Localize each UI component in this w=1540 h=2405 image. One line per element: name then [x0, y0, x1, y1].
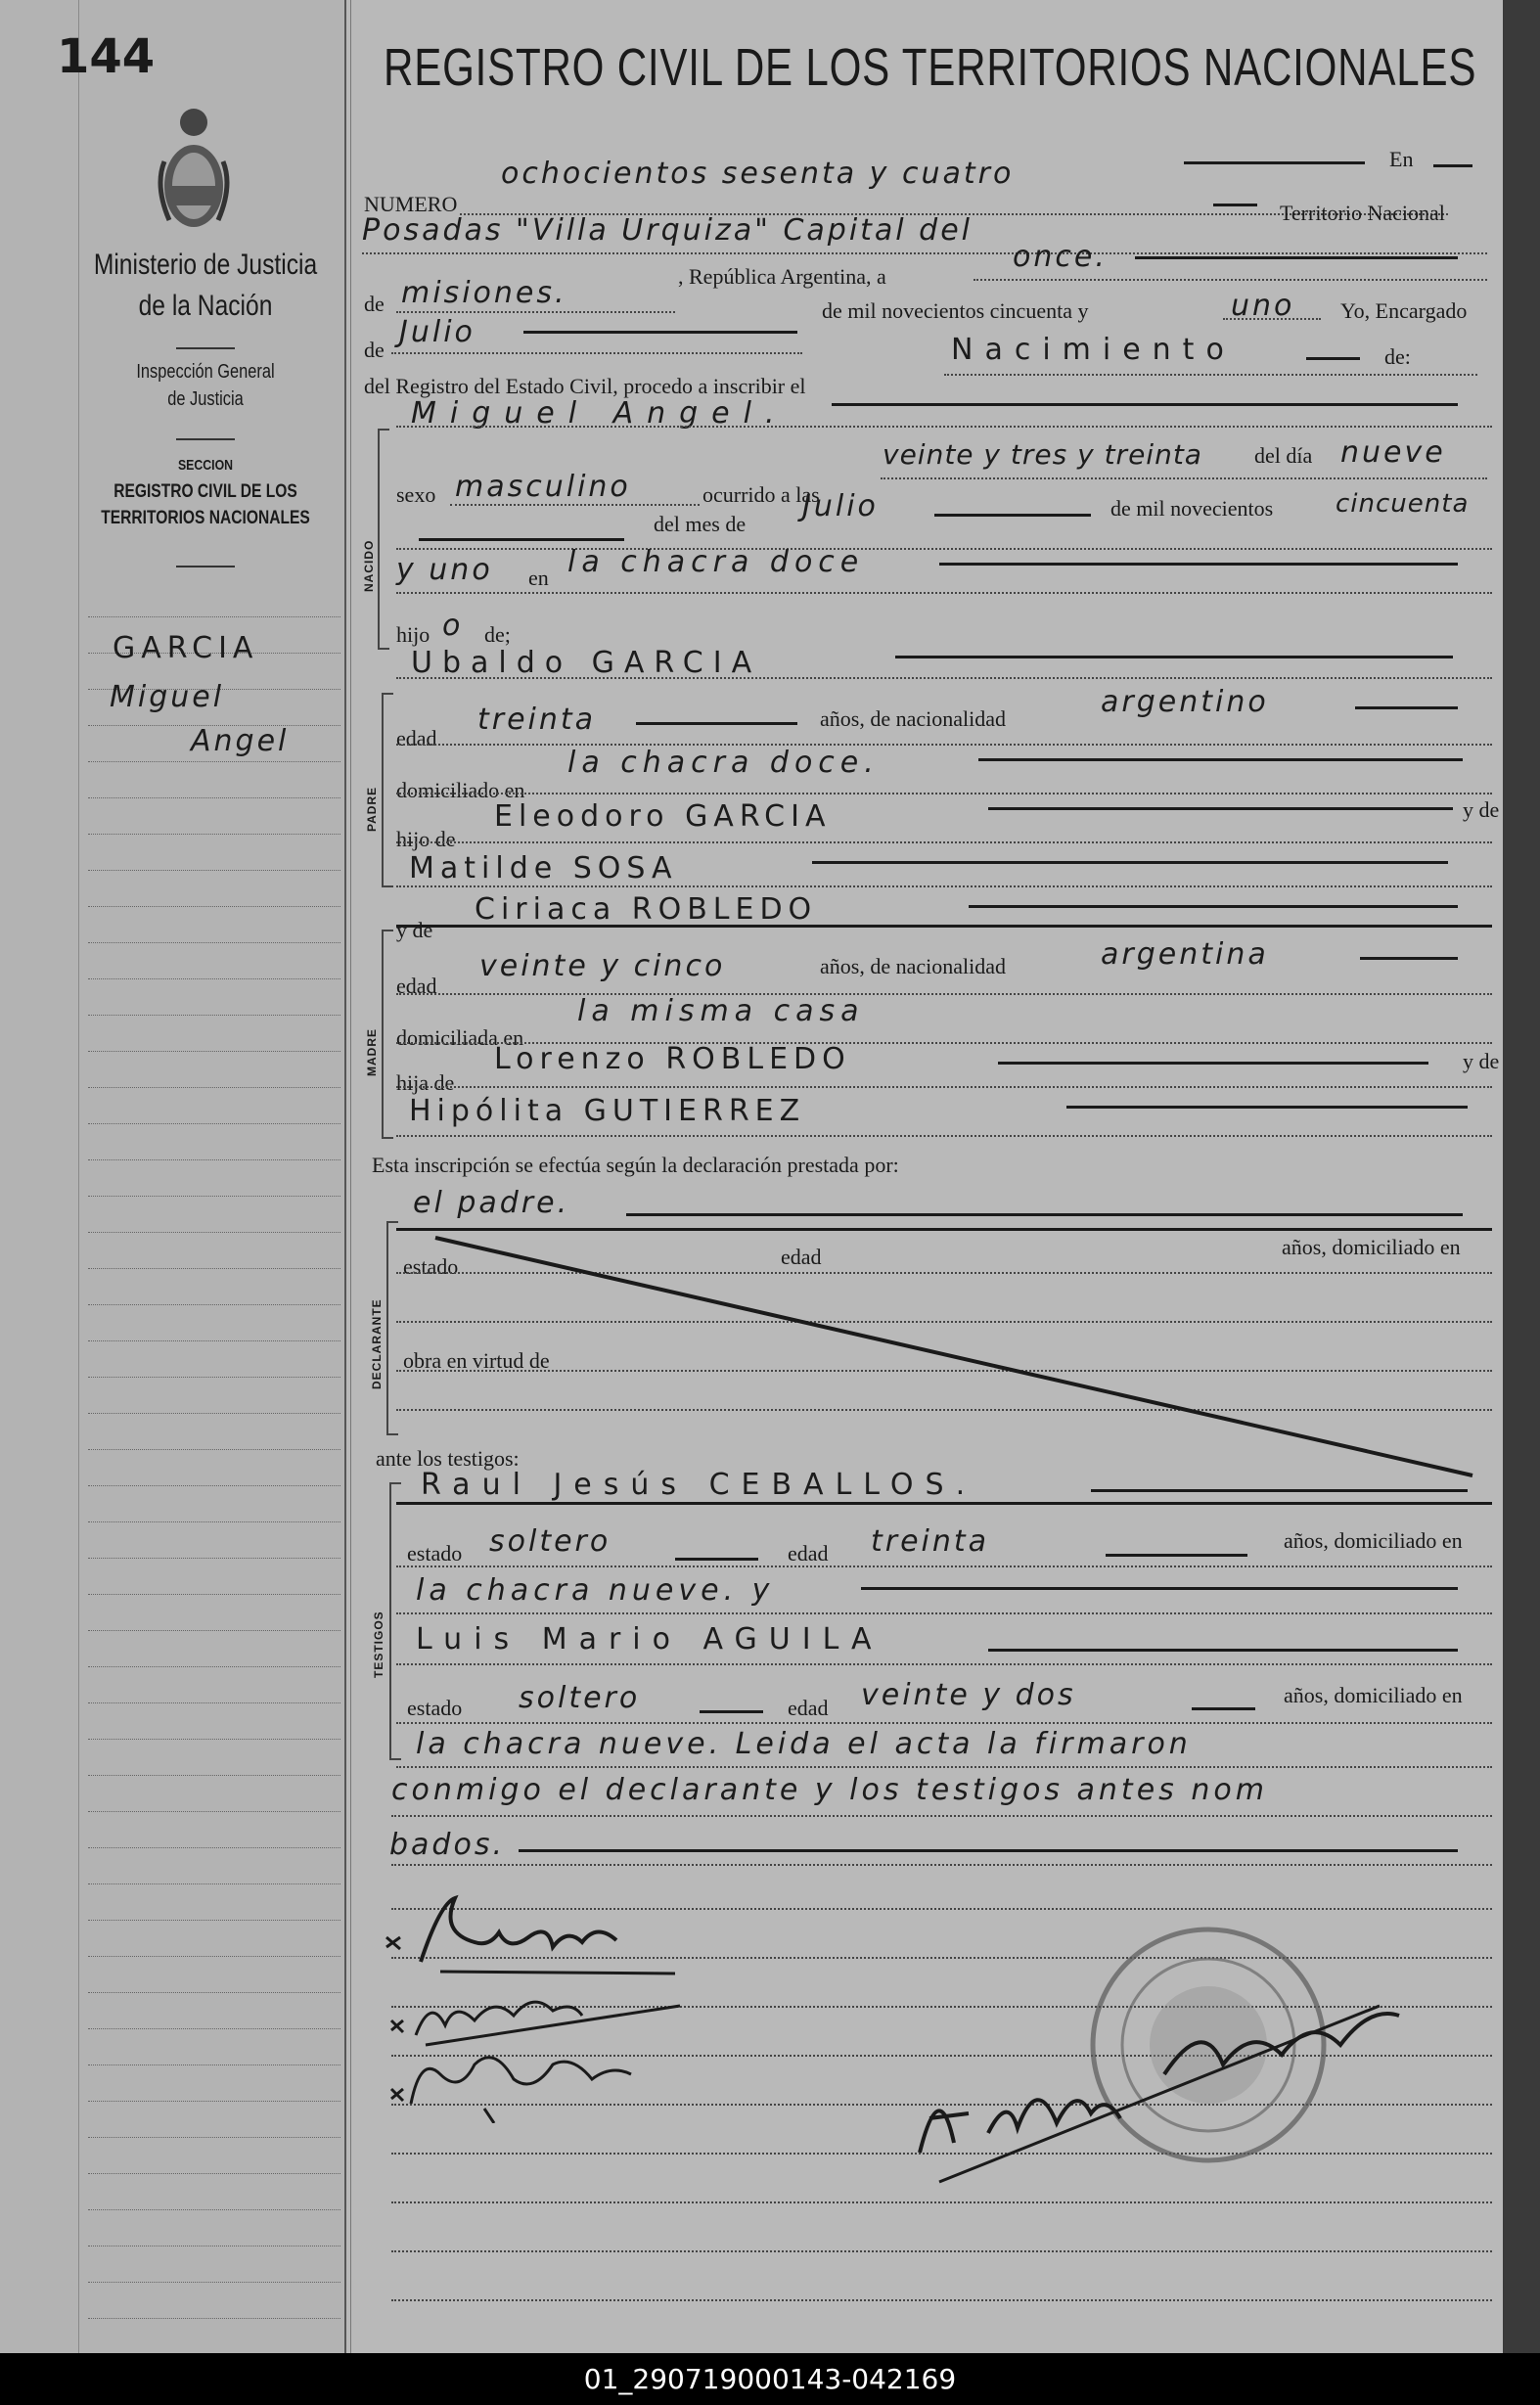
inscripcion-label: Esta inscripción se efectúa según la declaración prestada por:: [372, 1153, 899, 1177]
margin-rule-line: [88, 1377, 340, 1378]
signature-testigo-2: [386, 2035, 700, 2123]
section-underline: [176, 566, 235, 567]
anio-dots: [1223, 318, 1321, 320]
padre-nombre: Ubaldo GARCIA: [411, 646, 762, 680]
section-line-2: REGISTRO CIVIL DE LOS: [113, 481, 297, 502]
t1-edad-line: [1106, 1554, 1247, 1557]
t2-dom-dots: [396, 1766, 1492, 1768]
abuela-m-line: [1066, 1106, 1468, 1109]
t1-anios-label: años, domiciliado en: [1284, 1528, 1463, 1553]
declarante-line: [626, 1213, 1463, 1216]
lower-rule-line: [391, 2250, 1492, 2252]
padre-nac-value: argentino: [1101, 685, 1269, 719]
abuela-p-line: [812, 861, 1448, 864]
margin-rule-line: [88, 1666, 340, 1667]
margin-name-first: Miguel: [110, 680, 225, 714]
t1-edad-label: edad: [788, 1541, 829, 1566]
declarante-label: DECLARANTE: [370, 1298, 384, 1389]
hija-de-label: hija de: [396, 1070, 455, 1095]
anio-nac-value-b: y uno: [396, 553, 493, 587]
madre-dom-value: la misma casa: [577, 994, 865, 1028]
signature-officer: [910, 1957, 1438, 2192]
territorio-label: Territorio Nacional: [1280, 201, 1445, 225]
anio-nac-value-a: cincuenta: [1336, 489, 1470, 519]
margin-rule-line: [88, 1015, 340, 1016]
padre-dom-value: la chacra doce.: [567, 746, 880, 780]
inspection-underline: [176, 438, 235, 440]
margin-rule-line: [88, 1992, 340, 1993]
cierre-dots-1: [391, 1815, 1492, 1817]
margin-rule-line: [88, 1304, 340, 1305]
margin-rule-line: [88, 1413, 340, 1414]
madre-edad-value: veinte y cinco: [479, 949, 726, 983]
mil-nov-label: de mil novecientos: [1110, 496, 1274, 521]
padre-dom-label: domiciliado en: [396, 778, 525, 802]
margin-rule-line: [88, 797, 340, 798]
abuelo-p-line: [988, 807, 1453, 810]
madre-nac-line: [1360, 957, 1458, 960]
anio-value: uno: [1231, 289, 1295, 323]
coat-of-arms-icon: [155, 103, 233, 235]
margin-rule-line: [88, 2282, 340, 2283]
dia-dots: [974, 279, 1487, 281]
numero-value: ochocientos sesenta y cuatro: [501, 157, 1015, 191]
margin-rule-line: [88, 1956, 340, 1957]
y-de-label: y de: [1463, 797, 1500, 822]
column-divider-inner: [350, 0, 351, 2353]
decl-obra-label: obra en virtud de: [403, 1348, 550, 1373]
madre-label: MADRE: [365, 1028, 379, 1076]
del-mes-label: del mes de: [654, 512, 747, 536]
en-line: [1433, 164, 1472, 167]
mes-nac-dots: [396, 548, 1492, 550]
testigo2-value: Luis Mario AGUILA: [416, 1622, 883, 1656]
decl-edad-label: edad: [781, 1245, 822, 1269]
en-label-2: en: [528, 566, 549, 590]
margin-rule-line: [88, 1739, 340, 1740]
t2-edad-line: [1192, 1707, 1255, 1710]
nombre-dots: [396, 426, 1492, 428]
signature-declarante: [382, 1893, 695, 1981]
mil-label: de mil novecientos cincuenta y: [822, 298, 1089, 323]
margin-rule-line: [88, 1340, 340, 1341]
margin-rule-line: [88, 1521, 340, 1522]
decl-anios-label: años, domiciliado en: [1282, 1235, 1461, 1259]
provincia-dots: [396, 311, 675, 313]
t1-estado-label: estado: [407, 1541, 463, 1566]
padre-edad-dots: [396, 744, 1492, 746]
de-label-3: de:: [1384, 344, 1411, 369]
numero-line: [1184, 161, 1365, 164]
nombre-value: Miguel Angel.: [411, 396, 789, 431]
margin-rule-line: [88, 1702, 340, 1703]
hijo-de-label: hijo de: [396, 827, 456, 851]
del-mes-line-a: [419, 538, 624, 541]
margin-rule-line: [88, 1449, 340, 1450]
margin-rule-line: [88, 834, 340, 835]
lower-rule-line: [391, 2201, 1492, 2203]
del-dia-label: del día: [1254, 443, 1313, 468]
testigo2-line: [988, 1649, 1458, 1652]
sexo-dots: [450, 504, 700, 506]
padre-edad-line: [636, 722, 797, 725]
footer-id: 01_290719000143-042169: [0, 2353, 1540, 2405]
testigos-bracket: [389, 1482, 401, 1760]
margin-rule-line: [88, 2209, 340, 2210]
lower-rule-line: [391, 2299, 1492, 2301]
madre-edad-label: edad: [396, 974, 437, 998]
lugar-nac-value: la chacra doce: [567, 545, 865, 579]
mes-dots: [391, 352, 802, 354]
t2-edad-label: edad: [788, 1696, 829, 1720]
section-line-3: TERRITORIOS NACIONALES: [101, 508, 310, 528]
mes-value: Julio: [399, 315, 476, 349]
margin-rule-line: [88, 616, 340, 617]
t2-dom-value: la chacra nueve. Leida el acta la firmaron: [416, 1727, 1192, 1761]
padre-nombre-dots: [396, 677, 1492, 679]
de-label-2: de: [364, 338, 385, 362]
t2-estado-line: [700, 1710, 763, 1713]
margin-rule-line: [88, 1232, 340, 1233]
margin-rule-line: [88, 1847, 340, 1848]
margin-name-second: Angel: [191, 724, 290, 758]
t1-dom-dots: [396, 1612, 1492, 1614]
left-margin-column: [0, 0, 344, 2353]
page-number: 144: [57, 29, 156, 84]
acto-value: Nacimiento: [951, 333, 1236, 367]
hijo-label: hijo: [396, 622, 430, 647]
madre-nombre-line: [969, 905, 1458, 908]
testigos-label: TESTIGOS: [372, 1611, 385, 1678]
margin-rule-line: [88, 761, 340, 762]
madre-nac-value: argentina: [1101, 937, 1269, 972]
margin-rule-line: [88, 1883, 340, 1884]
t1-edad-value: treinta: [871, 1524, 990, 1559]
abuela-m-value: Hipólita GUTIERREZ: [409, 1094, 806, 1128]
yo-label: Yo, Encargado: [1340, 298, 1468, 323]
column-divider: [344, 0, 346, 2353]
margin-rule-line: [88, 978, 340, 979]
t2-estado-label: estado: [407, 1696, 463, 1720]
y-de-label-2: y de: [396, 918, 433, 942]
margin-rule-line: [88, 1811, 340, 1812]
padre-bracket: [382, 693, 393, 887]
t1-dom-value: la chacra nueve. y: [416, 1573, 775, 1608]
ministry-name: [93, 245, 318, 327]
madre-edad-dots: [396, 993, 1492, 995]
t2-estado-dots: [396, 1722, 1492, 1724]
cancel-strike-line: [430, 1233, 1477, 1487]
abuelo-m-value: Lorenzo ROBLEDO: [494, 1042, 851, 1076]
padre-dom-line: [978, 758, 1463, 761]
testigo1-value: Raul Jesús CEBALLOS.: [421, 1468, 977, 1502]
padre-edad-label: edad: [396, 726, 437, 750]
margin-rule-line: [88, 1123, 340, 1124]
nacido-label: NACIDO: [362, 539, 376, 592]
margin-rule-line: [88, 1558, 340, 1559]
margin-rule-line: [88, 2318, 340, 2319]
dia-nac-value: nueve: [1340, 435, 1446, 470]
t1-estado-value: soltero: [489, 1524, 611, 1559]
margin-rule-line: [88, 1594, 340, 1595]
del-registro-label: del Registro del Estado Civil, procedo a inscribir el: [364, 374, 806, 398]
padre-edad-value: treinta: [477, 703, 597, 737]
nombre-line: [832, 403, 1458, 406]
lugar-nac-dots: [396, 592, 1492, 594]
cierre-line-1: conmigo el declarante y los testigos antes nom: [391, 1773, 1268, 1807]
abuelo-m-line: [998, 1062, 1428, 1065]
lugar-dots: [362, 252, 1487, 254]
margin-rule-line: [88, 2101, 340, 2102]
hora-value: veinte y tres y treinta: [883, 438, 1202, 471]
hora-dots: [881, 477, 1487, 479]
numero-label: NUMERO: [364, 192, 458, 216]
inspection-line-2: de Justicia: [167, 388, 244, 410]
cierre-line-2: bados.: [389, 1828, 505, 1862]
mes-line: [523, 331, 797, 334]
document-title: REGISTRO CIVIL DE LOS TERRITORIOS NACIONALES: [384, 38, 1477, 97]
testigo2-dots: [396, 1663, 1492, 1665]
abuela-p-value: Matilde SOSA: [409, 851, 678, 885]
abuelo-m-dots: [396, 1086, 1492, 1088]
acto-dots: [944, 374, 1477, 376]
decl-estado-label: estado: [403, 1254, 459, 1279]
nacido-bracket: [378, 429, 389, 650]
declarante-value: el padre.: [413, 1186, 570, 1220]
t1-dom-line: [861, 1587, 1458, 1590]
lugar-value: Posadas "Villa Urquiza" Capital del: [362, 213, 974, 248]
padre-nac-line: [1355, 706, 1458, 709]
cierre-dots-2: [391, 1864, 1492, 1866]
margin-name-surname: GARCIA: [113, 631, 259, 665]
y-de-label-3: y de: [1463, 1049, 1500, 1073]
abuela-p-dots: [396, 885, 1492, 887]
del-mes-line-b: [934, 514, 1091, 517]
margin-rule-line: [88, 2137, 340, 2138]
madre-nombre: Ciriaca ROBLEDO: [475, 892, 818, 927]
padre-label: PADRE: [365, 786, 379, 832]
margin-rule: [78, 0, 79, 2353]
section-line-1: SECCION: [177, 457, 234, 474]
padre-nombre-line: [895, 656, 1453, 658]
abuelo-p-value: Eleodoro GARCIA: [494, 799, 832, 834]
margin-rule-line: [88, 2173, 340, 2174]
margin-rule-line: [88, 1485, 340, 1486]
madre-bracket: [382, 930, 393, 1139]
scan-edge: [1503, 0, 1540, 2353]
margin-rule-line: [88, 1630, 340, 1631]
ministry-line-1: Ministerio de Justicia: [93, 249, 318, 281]
section-name: [93, 452, 318, 531]
margin-rule-line: [88, 942, 340, 943]
padre-dom-dots: [396, 793, 1492, 794]
abuelo-p-dots: [396, 841, 1492, 843]
dia-value: once.: [1013, 240, 1108, 274]
t1-estado-line: [675, 1558, 758, 1561]
margin-rule-line: [88, 1268, 340, 1269]
lugar-line: [1213, 204, 1257, 206]
dia-line: [1135, 256, 1458, 259]
t1-estado-dots: [396, 1566, 1492, 1567]
ocurrido-label: ocurrido a las: [702, 482, 820, 507]
declarante-line-b: [396, 1228, 1492, 1231]
provincia-value: misiones.: [401, 276, 567, 310]
t2-edad-value: veinte y dos: [861, 1678, 1076, 1712]
madre-nombre-line-b: [396, 925, 1492, 928]
inspection-line-1: Inspección General: [136, 361, 275, 383]
margin-rule-line: [88, 1087, 340, 1088]
padre-nac-label: años, de nacionalidad: [820, 706, 1006, 731]
madre-dom-label: domiciliada en: [396, 1025, 524, 1050]
testigo1-line: [1091, 1489, 1468, 1492]
testigo1-line-b: [396, 1502, 1492, 1505]
de-label: de: [364, 292, 385, 316]
margin-rule-line: [88, 1051, 340, 1052]
margin-rule-line: [88, 1775, 340, 1776]
margin-rule-line: [88, 2028, 340, 2029]
republica-label: , República Argentina, a: [678, 264, 886, 289]
mes-nac-value: Julio: [802, 489, 879, 523]
t2-estado-value: soltero: [519, 1681, 641, 1715]
en-label: En: [1389, 147, 1414, 171]
margin-rule-line: [88, 870, 340, 871]
margin-rule-line: [88, 1920, 340, 1921]
ministry-underline: [176, 347, 235, 349]
sexo-value: masculino: [455, 470, 631, 504]
madre-nac-label: años, de nacionalidad: [820, 954, 1006, 978]
ante-label: ante los testigos:: [376, 1446, 520, 1471]
abuela-m-dots: [396, 1135, 1492, 1137]
margin-rule-line: [88, 1196, 340, 1197]
margin-rule-line: [88, 906, 340, 907]
acto-line: [1306, 357, 1360, 360]
hijo-value: o: [442, 609, 464, 643]
t2-anios-label: años, domiciliado en: [1284, 1683, 1463, 1707]
sexo-label: sexo: [396, 482, 436, 507]
de-label-4: de;: [484, 622, 511, 647]
declarante-bracket: [386, 1221, 398, 1435]
cierre-line: [519, 1849, 1458, 1852]
inspection-name: [93, 358, 318, 413]
ministry-line-2: de la Nación: [138, 290, 273, 322]
margin-rule-line: [88, 1159, 340, 1160]
lugar-nac-line: [939, 563, 1458, 566]
